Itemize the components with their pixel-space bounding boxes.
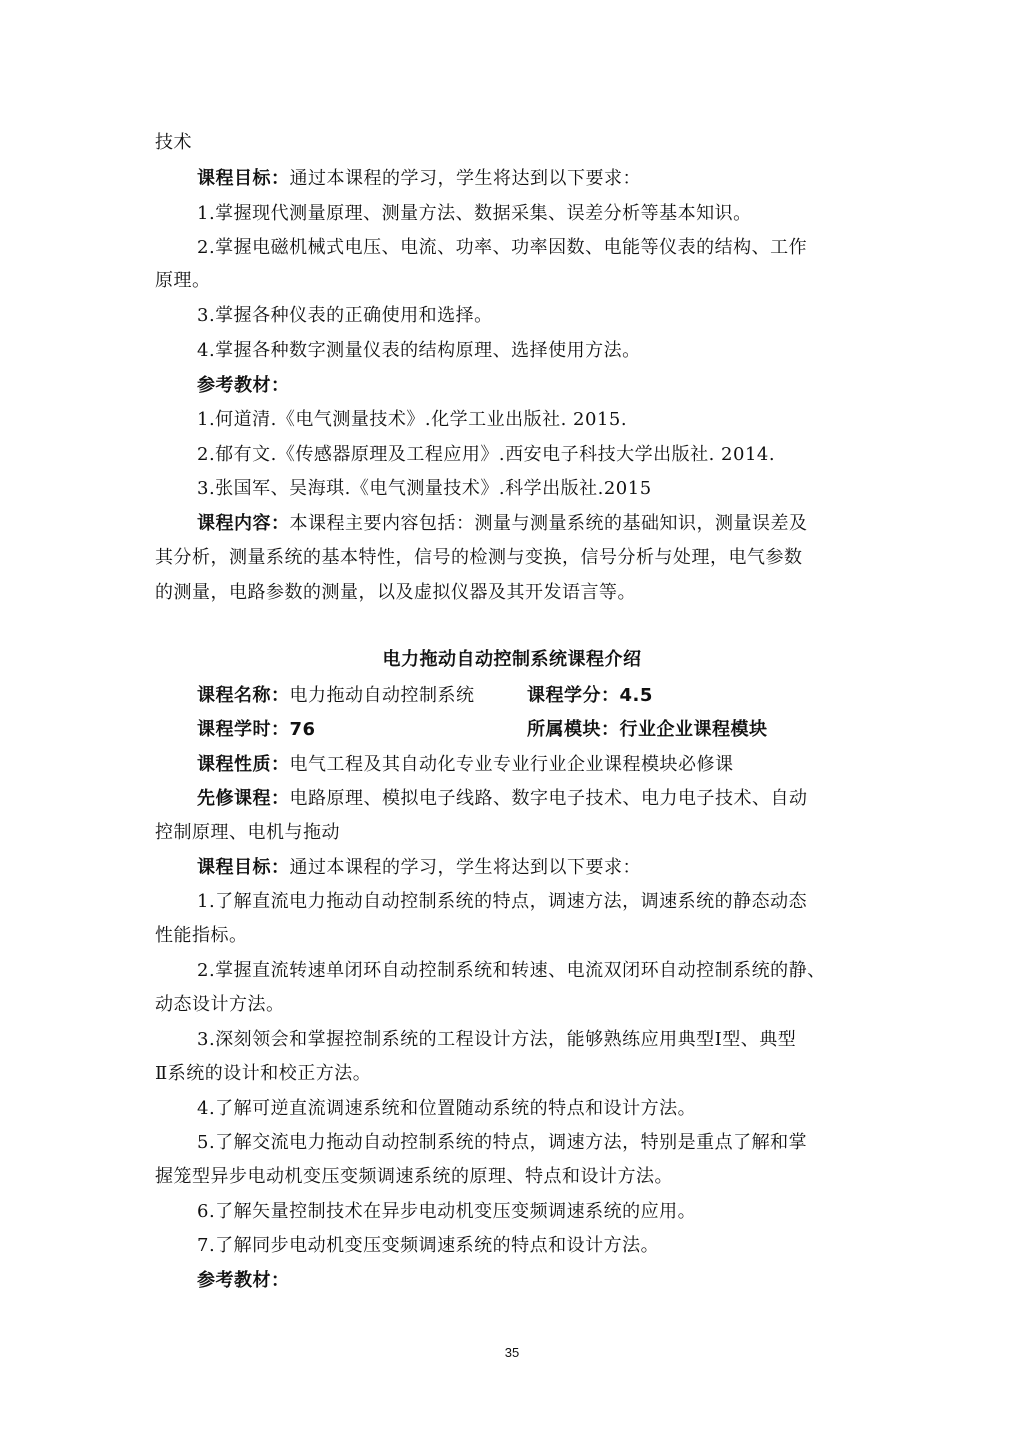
course-hours-label: 课程学时： (197, 719, 290, 740)
course-module-label: 所属模块： (527, 719, 620, 740)
goal-item-continuation: 动态设计方法。 (155, 994, 285, 1015)
goal-item-continuation: Ⅱ系统的设计和校正方法。 (155, 1063, 372, 1084)
goal-item: 5.了解交流电力拖动自动控制系统的特点，调速方法，特别是重点了解和掌 (197, 1132, 808, 1153)
reference-item: 2.郁有文.《传感器原理及工程应用》.西安电子科技大学出版社. 2014. (197, 444, 776, 465)
course-nature-line (197, 753, 734, 777)
goal-text: 通过本课程的学习，学生将达到以下要求： (289, 857, 641, 878)
goal-item: 6.了解矢量控制技术在异步电动机变压变频调速系统的应用。 (197, 1201, 697, 1222)
course-name-value: 电力拖动自动控制系统 (289, 685, 475, 706)
goal-item-continuation: 握笼型异步电动机变压变频调速系统的原理、特点和设计方法。 (155, 1166, 673, 1187)
goal-item: 7.了解同步电动机变压变频调速系统的特点和设计方法。 (197, 1235, 660, 1256)
course-name-line (197, 684, 475, 708)
section-title: 电力拖动自动控制系统课程介绍 (382, 649, 642, 670)
goal-item: 1.掌握现代测量原理、测量方法、数据采集、误差分析等基本知识。 (197, 203, 752, 224)
reference-label: 参考教材： (197, 375, 290, 396)
content-text: 本课程主要内容包括：测量与测量系统的基础知识，测量误差及 (289, 513, 808, 534)
course-name-label: 课程名称： (197, 685, 290, 706)
goal-label: 课程目标： (197, 168, 290, 189)
prereq-continuation: 控制原理、电机与拖动 (155, 822, 340, 843)
content-continuation: 的测量，电路参数的测量，以及虚拟仪器及其开发语言等。 (155, 582, 636, 603)
goal-item-continuation: 性能指标。 (155, 925, 248, 946)
reference-item: 1.何道清.《电气测量技术》.化学工业出版社. 2015. (197, 409, 628, 430)
goal-item: 4.掌握各种数字测量仪表的结构原理、选择使用方法。 (197, 340, 641, 361)
course-hours-value: 76 (289, 719, 316, 740)
content-continuation: 其分析，测量系统的基本特性，信号的检测与变换，信号分析与处理，电气参数 (155, 547, 803, 568)
course-nature-value: 电气工程及其自动化专业专业行业企业课程模块必修课 (289, 754, 734, 775)
goal-line (197, 856, 641, 880)
course-nature-label: 课程性质： (197, 754, 290, 775)
goal-item: 3.深刻领会和掌握控制系统的工程设计方法，能够熟练应用典型Ⅰ型、典型 (197, 1029, 797, 1050)
course-hours-line (197, 718, 316, 742)
course-credit-line (527, 684, 653, 708)
goal-line (197, 167, 641, 191)
content-line (197, 512, 808, 536)
goal-item-continuation: 原理。 (155, 270, 211, 291)
goal-item: 2.掌握电磁机械式电压、电流、功率、功率因数、电能等仪表的结构、工作 (197, 237, 808, 258)
course-credit-label: 课程学分： (527, 685, 620, 706)
page-number: 35 (504, 1345, 520, 1360)
course-module-line (527, 718, 768, 742)
goal-text: 通过本课程的学习，学生将达到以下要求： (289, 168, 641, 189)
goal-item: 2.掌握直流转速单闭环自动控制系统和转速、电流双闭环自动控制系统的静、 (197, 960, 826, 981)
goal-item: 4.了解可逆直流调速系统和位置随动系统的特点和设计方法。 (197, 1098, 697, 1119)
content-label: 课程内容： (197, 513, 290, 534)
prereq-label: 先修课程： (197, 788, 290, 809)
course-credit-value: 4.5 (619, 685, 653, 706)
prereq-continuation: 技术 (155, 132, 192, 153)
prereq-line (197, 787, 808, 811)
reference-label: 参考教材： (197, 1270, 290, 1291)
reference-item: 3.张国军、吴海琪.《电气测量技术》.科学出版社.2015 (197, 478, 652, 499)
goal-item: 1.了解直流电力拖动自动控制系统的特点，调速方法，调速系统的静态动态 (197, 891, 808, 912)
goal-item: 3.掌握各种仪表的正确使用和选择。 (197, 305, 493, 326)
course-module-value: 行业企业课程模块 (619, 719, 768, 740)
prereq-text: 电路原理、模拟电子线路、数字电子技术、电力电子技术、自动 (289, 788, 808, 809)
goal-label: 课程目标： (197, 857, 290, 878)
